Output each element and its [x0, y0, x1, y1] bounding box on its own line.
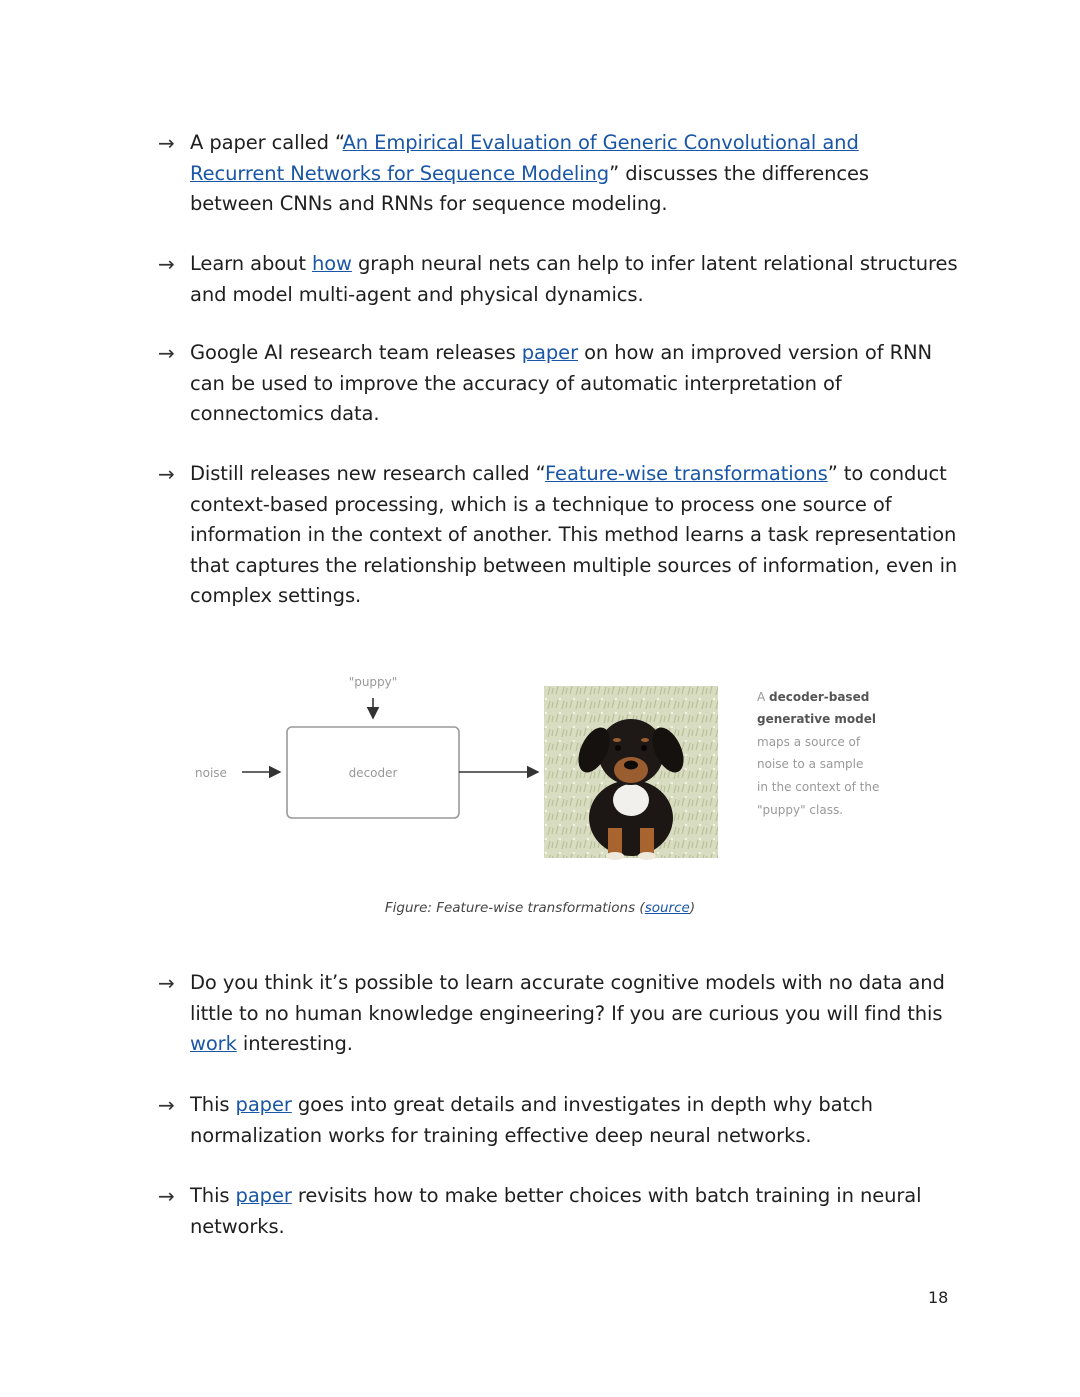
noise-input-label: noise: [195, 766, 227, 780]
source-link[interactable]: source: [644, 900, 690, 916]
arrow-icon: →: [158, 252, 175, 276]
how-link[interactable]: how: [311, 252, 352, 275]
bullet-item-5: [158, 968, 958, 1060]
paper-link[interactable]: An Empirical Evaluation of Generic Convolutional and Recurrent Networks for Sequence Modeling: [190, 131, 859, 185]
puppy-input-label: "puppy": [348, 675, 398, 689]
bullet-item-1: [158, 128, 958, 220]
figure-caption: Figure: Feature-wise transformations (source): [384, 900, 696, 916]
item-text: Learn about how graph neural nets can help to infer latent relational structures and model multi-agent and physical dynamics.: [190, 252, 958, 306]
bullet-item-7: [158, 1181, 958, 1242]
puppy-image: [544, 686, 718, 860]
work-link[interactable]: work: [190, 1032, 237, 1055]
item-text: This paper goes into great details and investigates in depth why batch normalization works for training effective deep neural networks.: [190, 1093, 873, 1147]
item-text: A paper called “An Empirical Evaluation of Generic Convolutional and Recurrent Networks for Sequence Modeling” discusses the differences between CNNs and RNNs for sequence modeling.: [190, 131, 869, 215]
arrow-icon: →: [158, 131, 175, 155]
page-number: 18: [928, 1288, 949, 1307]
arrow-icon: →: [158, 462, 175, 486]
decoder-diagram: [190, 668, 910, 868]
arrow-icon: →: [158, 341, 175, 365]
decoder-label: decoder: [348, 766, 398, 780]
paper-link[interactable]: paper: [235, 1093, 292, 1116]
arrow-icon: →: [158, 1184, 175, 1208]
bullet-item-4: [158, 459, 958, 612]
item-text: Google AI research team releases paper on how an improved version of RNN can be used to improve the accuracy of automatic interpretation of connectomics data.: [190, 341, 932, 425]
bullet-item-2: [158, 249, 958, 310]
feature-wise-link[interactable]: Feature-wise transformations: [545, 462, 828, 485]
arrow-icon: →: [158, 971, 175, 995]
bullet-item-3: [158, 338, 958, 430]
item-text: This paper revisits how to make better choices with batch training in neural networks.: [190, 1184, 922, 1238]
paper-link[interactable]: paper: [235, 1184, 292, 1207]
paper-link[interactable]: paper: [521, 341, 578, 364]
feature-wise-figure: [190, 668, 910, 868]
bullet-item-6: [158, 1090, 958, 1151]
item-text: Distill releases new research called “Feature-wise transformations” to conduct context-based processing, which is a technique to process one source of information in the context of another. This method learns a task representation that captures the relationship between multiple sources of information, even in complex settings.: [190, 462, 958, 607]
figure-description: A decoder-based generative model maps a source of noise to a sample in the context of the "puppy" class.: [757, 690, 880, 817]
item-text: Do you think it’s possible to learn accurate cognitive models with no data and little to no human knowledge engineering? If you are curious you will find this work interesting.: [190, 971, 945, 1055]
arrow-icon: →: [158, 1093, 175, 1117]
